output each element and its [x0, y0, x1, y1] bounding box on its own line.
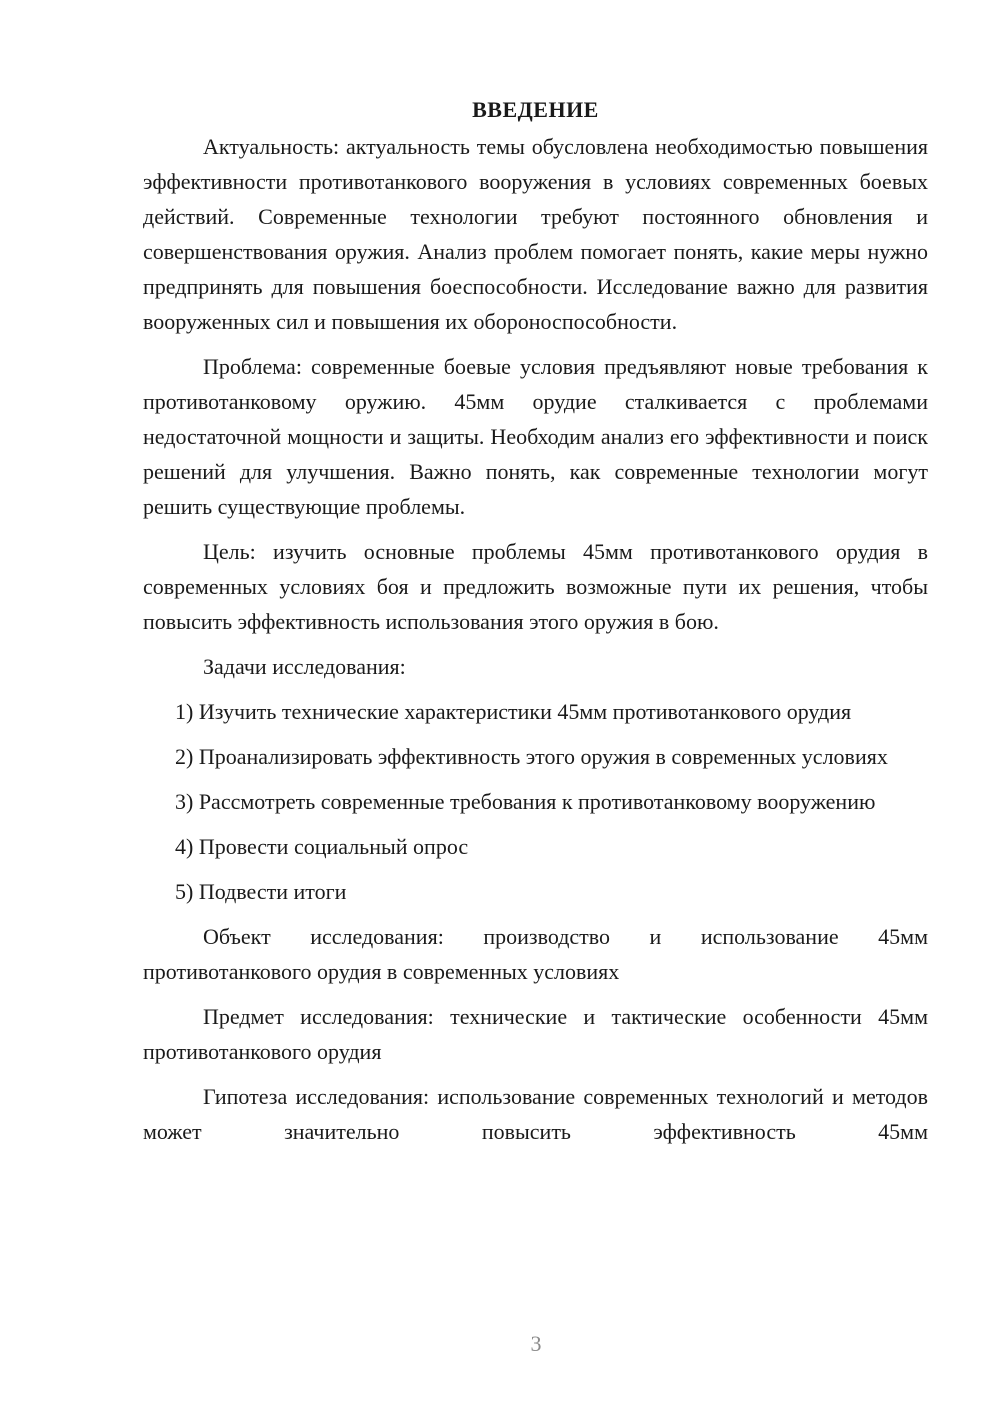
- page-content: [143, 92, 928, 1149]
- tasks-title: Задачи исследования:: [203, 654, 406, 679]
- task-item-5: 5) Подвести итоги: [175, 879, 347, 904]
- paragraph-hypothesis: Гипотеза исследования: использование современных технологий и методов может значительно повысить эффективность 45мм: [143, 1084, 928, 1144]
- task-item-3: 3) Рассмотреть современные требования к противотанковому вооружению: [175, 789, 876, 814]
- paragraph-relevance: Актуальность: актуальность темы обусловлена необходимостью повышения эффективности противотанкового вооружения в условиях современных боевых действий. Современные технологии требуют постоянного обновления и совершенствования оружия. Анализ проблем помогает понять, какие меры нужно предпринять для повышения боеспособности. Исследование важно для развития вооруженных сил и повышения их обороноспособности.: [143, 134, 928, 334]
- section-heading: ВВЕДЕНИЕ: [472, 97, 599, 122]
- paragraph-object: Объект исследования: производство и использование 45мм противотанкового орудия в современных условиях: [143, 924, 928, 984]
- paragraph-problem: Проблема: современные боевые условия предъявляют новые требования к противотанковому оружию. 45мм орудие сталкивается с проблемами недостаточной мощности и защиты. Необходим анализ его эффективности и поиск решений для улучшения. Важно понять, как современные технологии могут решить существующие проблемы.: [143, 354, 928, 519]
- task-item-4: 4) Провести социальный опрос: [175, 834, 469, 859]
- task-item-1: 1) Изучить технические характеристики 45мм противотанкового орудия: [175, 699, 852, 724]
- task-item-2: 2) Проанализировать эффективность этого оружия в современных условиях: [175, 744, 888, 769]
- page-number: 3: [530, 1331, 542, 1356]
- paragraph-subject: Предмет исследования: технические и тактические особенности 45мм противотанкового орудия: [143, 1004, 928, 1064]
- paragraph-goal: Цель: изучить основные проблемы 45мм противотанкового орудия в современных условиях боя и предложить возможные пути их решения, чтобы повысить эффективность использования этого оружия в бою.: [143, 539, 928, 634]
